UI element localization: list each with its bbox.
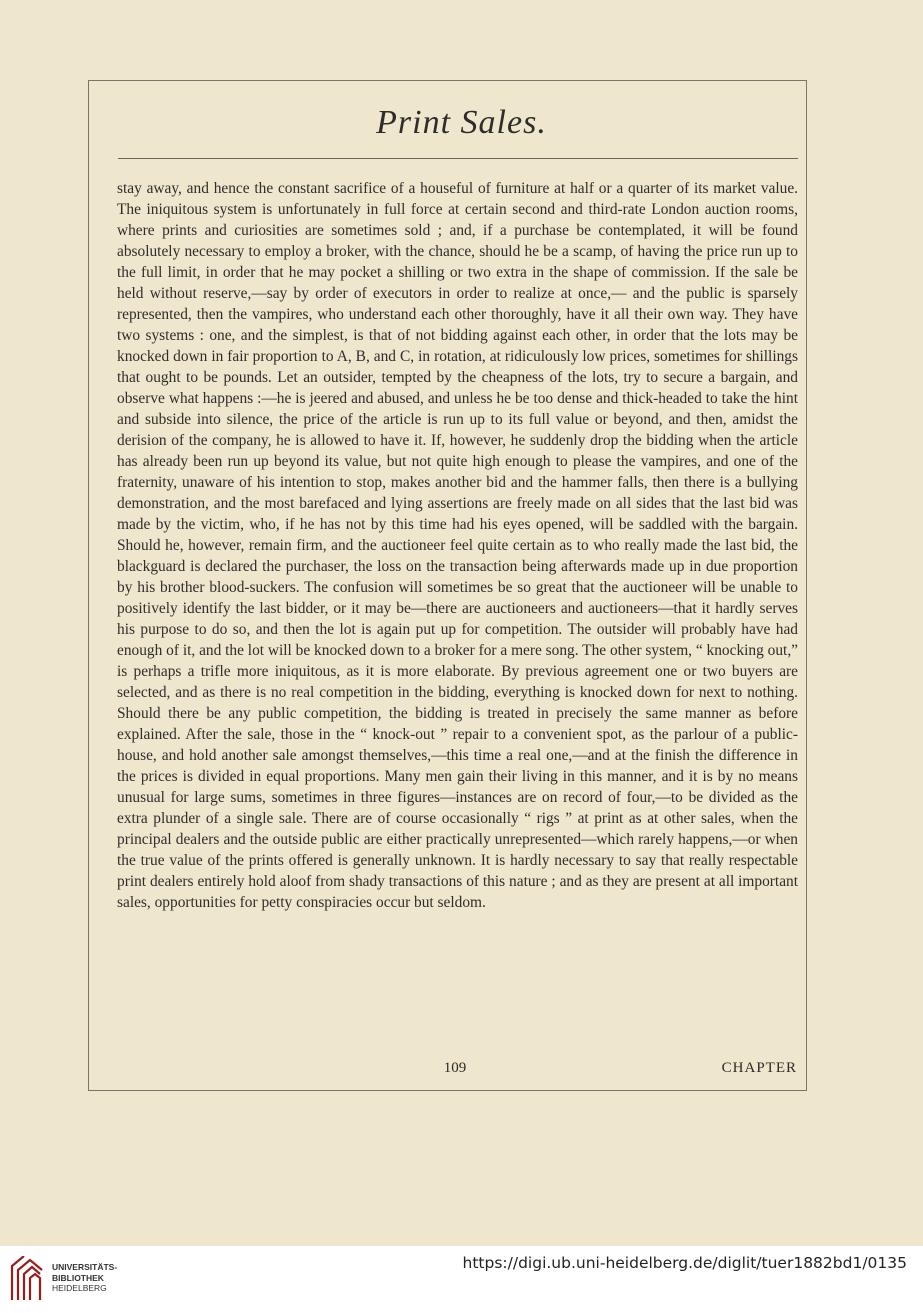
body-paragraph: stay away, and hence the constant sacrifice of a houseful of furniture at half or a quarter of its market value. The iniquitous system is unfortunately in full force at certain second and third-rate London auction rooms, where prints and curiosities are sometimes sold ; and, if a purchase be contemplated, it will be found absolutely necessary to employ a broker, with the chance, should he be a scamp, of having the price run up to the full limit, in order that he may pocket a shilling or two extra in the shape of commission. If the sale be held without reserve,—say by order of executors in order to realize at once,— and the public is sparsely represented, then the vampires, who understand each other thoroughly, have it all their own way. They have two systems : one, and the simplest, is that of not bidding against each other, in order that the lots may be knocked down in fair proportion to A, B, and C, in rotation, at ridiculously low prices, sometimes for shillings that ought to be pounds. Let an outsider, tempted by the cheapness of the lots, try to secure a bargain, and observe what happens :—he is jeered and abused, and unless he be too dense and thick-headed to take the hint and subside into silence, the price of the article is run up to its full value or beyond, and then, amidst the derision of the company, he is allowed to have it. If, however, he suddenly drop the bidding when the article has already been run up beyond its value, but not quite high enough to please the vampires, and one of the fraternity, unaware of his intention to stop, makes another bid and the hammer falls, then there is a bullying demonstration, and the most barefaced and lying assertions are freely made on all sides that the last bid was made by the victim, who, if he has not by this time had his eyes opened, will be saddled with the bargain. Should he, however, remain firm, and the auctioneer feel quite certain as to who really made the last bid, the blackguard is declared the purchaser, the loss on the transaction being afterwards made up in due proportion by his brother blood-suckers. The confusion will sometimes be so great that the auctioneer will be unable to positively identify the last bidder, or it may be—there are auctioneers and auctioneers—that it hardly serves his purpose to do so, and then the lot is again put up for competition. The outsider will probably have had enough of it, and the lot will be knocked down to a broker for a mere song. The other system, “ knocking out,” is perhaps a trifle more iniquitous, as it is more elaborate. By previous agreement one or two buyers are selected, and as there is no real competition in the bidding, everything is knocked down for next to nothing. Should there be any public competition, the bidding is treated in precisely the same manner as before explained. After the sale, those in the “ knock-out ” repair to a convenient spot, as the parlour of a public-house, and hold another sale amongst themselves,—this time a real one,—and at the finish the difference in the prices is divided in equal proportions. Many men gain their living in this manner, and it is by no means unusual for large sums, sometimes in three figures—instances are on record of four,—to be divided as the extra plunder of a single sale. There are of course occasionally “ rigs ” at print as at other sales, when the principal dealers and the outside public are either practically unrepresented—which rarely happens,—or when the true value of the prints offered is generally unknown. It is hardly necessary to say that really respectable print dealers entirely hold aloof from shady transactions of this nature ; and as they are present at all important sales, opportunities for petty conspiracies occur but seldom. [117, 180, 799, 911]
running-title: Print Sales. [376, 104, 547, 141]
ub-heidelberg-logo-icon [10, 1256, 46, 1307]
catchword: CHAPTER [721, 1060, 797, 1076]
permalink-url[interactable]: https://digi.ub.uni-heidelberg.de/diglit/tuer1882bd1/0135 [462, 1254, 907, 1272]
library-line-2: BIBLIOTHEK [52, 1272, 104, 1283]
library-line-1: UNIVERSITÄTS- [52, 1262, 118, 1272]
library-name [52, 1262, 117, 1294]
footer-bar [0, 1246, 923, 1313]
library-line-3: HEIDELBERG [52, 1283, 107, 1293]
page-number: 109 [443, 1060, 467, 1076]
title-rule [118, 158, 798, 159]
